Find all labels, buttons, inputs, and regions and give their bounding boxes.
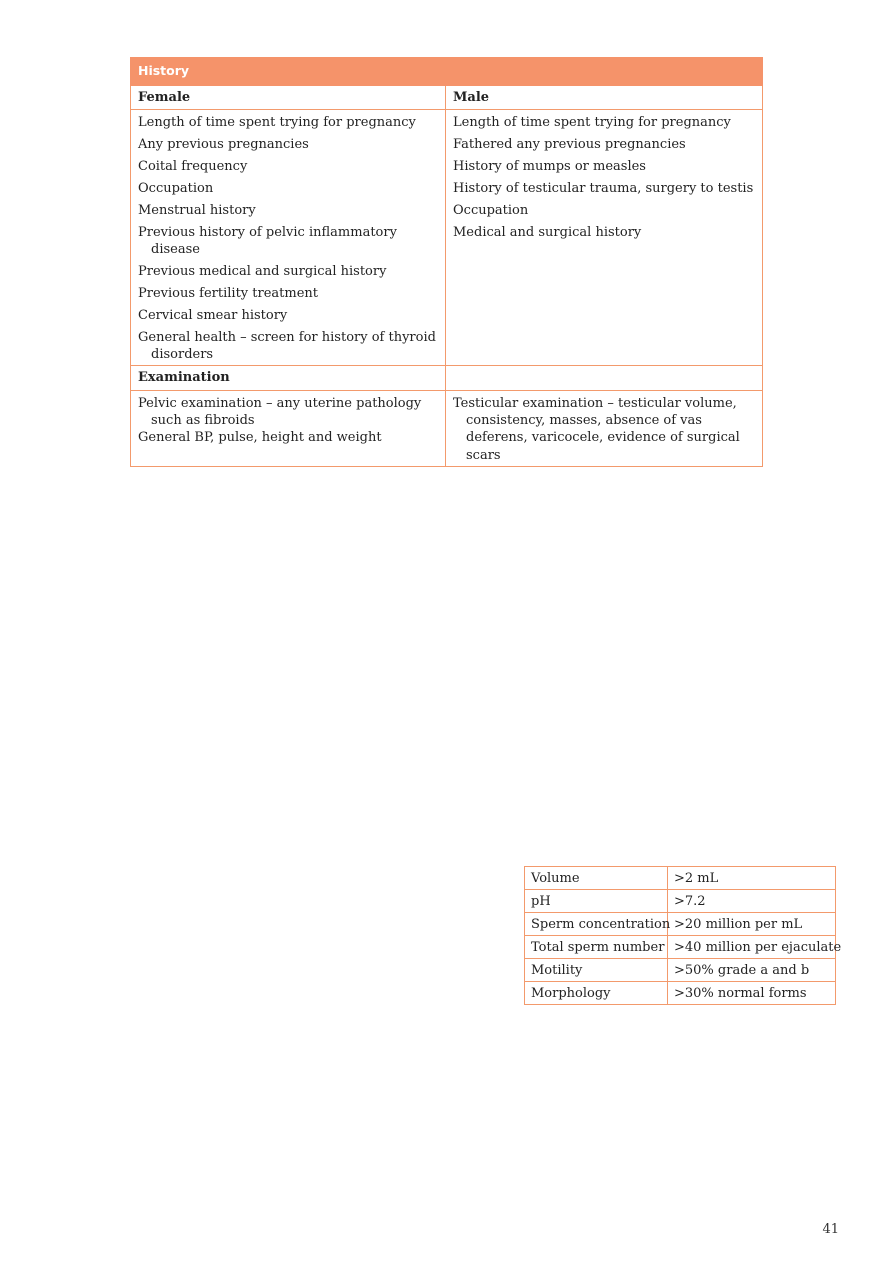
semen-value: >7.2	[668, 890, 836, 913]
semen-parameter: pH	[525, 890, 668, 913]
semen-analysis-table	[524, 866, 842, 1005]
female-history-item: Previous fertility treatment	[138, 285, 319, 301]
semen-parameter: Morphology	[525, 982, 668, 1005]
female-history-item: Occupation	[138, 180, 214, 196]
semen-parameter: Sperm concentration	[525, 913, 668, 936]
female-history-item: Cervical smear history	[138, 307, 288, 323]
male-examination-cell	[446, 390, 763, 466]
semen-parameter: Volume	[525, 867, 668, 890]
table-row	[525, 890, 836, 913]
male-history-item: Medical and surgical history	[453, 224, 642, 240]
female-history-item: Length of time spent trying for pregnancy	[138, 114, 416, 130]
female-history-item: General health – screen for history of thyroid disorders	[138, 329, 436, 363]
female-history-cell	[131, 109, 446, 366]
table-row	[525, 913, 836, 936]
semen-parameter: Motility	[525, 959, 668, 982]
male-history-cell	[446, 109, 763, 366]
female-history-item: Previous history of pelvic inflammatory disease	[138, 224, 397, 258]
examination-heading-empty	[446, 366, 763, 390]
semen-value: >2 mL	[668, 867, 836, 890]
male-history-item: History of testicular trauma, surgery to testis	[453, 180, 754, 196]
table-row	[525, 982, 836, 1005]
table-row	[525, 959, 836, 982]
semen-value: >20 million per mL	[668, 913, 836, 936]
table-title: History	[131, 58, 763, 86]
male-history-item: Fathered any previous pregnancies	[453, 136, 686, 152]
female-examination-item: General BP, pulse, height and weight	[138, 430, 382, 446]
examination-heading: Examination	[131, 366, 446, 390]
male-history-item: Occupation	[453, 202, 529, 218]
female-examination-cell	[131, 390, 446, 466]
female-history-item: Any previous pregnancies	[138, 136, 309, 152]
female-column-heading: Female	[131, 85, 446, 109]
semen-value: >40 million per ejaculate	[668, 936, 836, 959]
page-number: 41	[822, 1222, 839, 1237]
semen-value: >30% normal forms	[668, 982, 836, 1005]
semen-value: >50% grade a and b	[668, 959, 836, 982]
male-column-heading: Male	[446, 85, 763, 109]
male-history-item: History of mumps or measles	[453, 158, 646, 174]
male-history-item: Length of time spent trying for pregnancy	[453, 114, 731, 130]
female-examination-item: Pelvic examination – any uterine pathology such as fibroids	[138, 395, 422, 429]
female-history-item: Previous medical and surgical history	[138, 264, 387, 279]
history-examination-table	[130, 57, 763, 467]
table-row	[525, 867, 836, 890]
female-history-item: Menstrual history	[138, 202, 256, 218]
male-examination-item: Testicular examination – testicular volume, consistency, masses, absence of vas deferens, varicocele, evidence of surgical scars	[453, 395, 740, 463]
semen-parameter: Total sperm number	[525, 936, 668, 959]
female-history-item: Coital frequency	[138, 158, 248, 174]
table-row	[525, 936, 836, 959]
